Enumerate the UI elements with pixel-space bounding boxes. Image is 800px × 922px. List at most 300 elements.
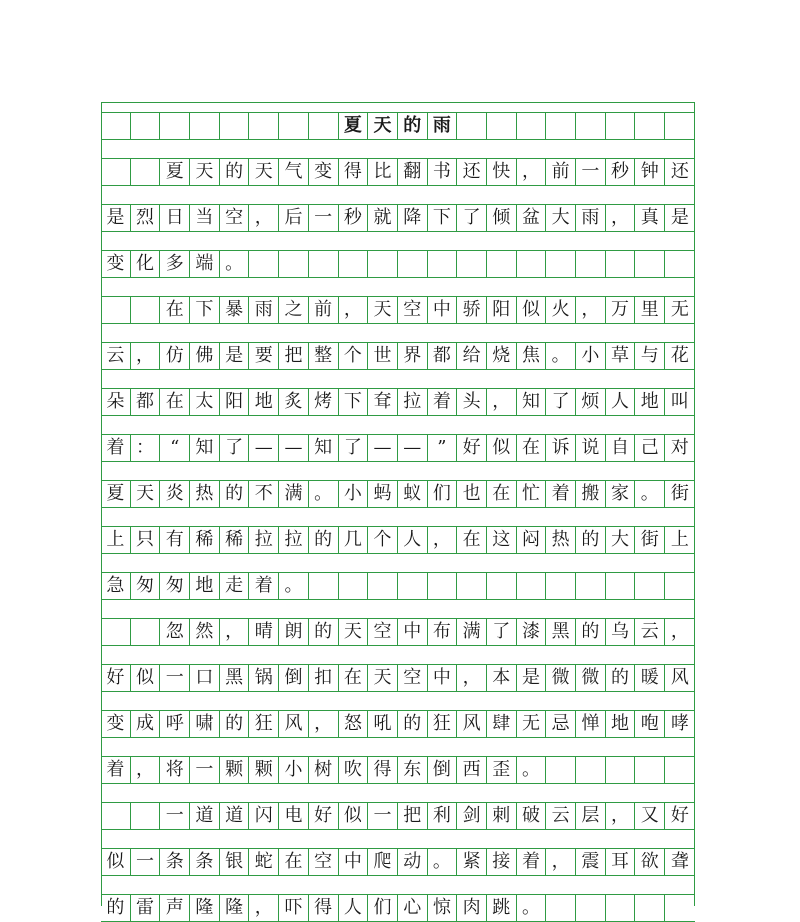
grid-cell: 小	[339, 480, 369, 507]
grid-cell: 似	[131, 664, 161, 691]
grid-cell	[635, 572, 665, 599]
grid-cell	[279, 250, 309, 277]
grid-cell: 歪	[487, 756, 517, 783]
grid-cell: 雷	[131, 894, 161, 921]
grid-cell: 着	[101, 434, 131, 461]
grid-cell: 。	[546, 342, 576, 369]
grid-cell	[635, 250, 665, 277]
grid-cell: 有	[160, 526, 190, 553]
grid-cell	[131, 618, 161, 645]
grid-cell	[339, 572, 369, 599]
grid-cell	[576, 572, 606, 599]
grid-cell: 夏	[101, 480, 131, 507]
grid-cell: 东	[398, 756, 428, 783]
grid-cell: 云	[546, 802, 576, 829]
grid-cell: 肉	[457, 894, 487, 921]
grid-cell	[101, 112, 131, 139]
grid-cell: 倾	[487, 204, 517, 231]
text-row	[101, 710, 695, 737]
grid-line	[101, 599, 695, 600]
grid-cell	[368, 250, 398, 277]
grid-cell: 只	[131, 526, 161, 553]
grid-cell: 满	[457, 618, 487, 645]
grid-cell: 好	[101, 664, 131, 691]
grid-cell: 之	[279, 296, 309, 323]
grid-cell: 着	[101, 756, 131, 783]
grid-cell: 欲	[635, 848, 665, 875]
grid-cell: 又	[635, 802, 665, 829]
grid-cell: 中	[339, 848, 369, 875]
grid-cell: 狂	[428, 710, 458, 737]
grid-cell: 然	[190, 618, 220, 645]
grid-cell: 耷	[368, 388, 398, 415]
grid-cell: 就	[368, 204, 398, 231]
grid-cell: 的	[398, 710, 428, 737]
grid-cell: 。	[517, 894, 547, 921]
grid-line	[101, 783, 695, 784]
grid-cell: 倒	[428, 756, 458, 783]
grid-cell: 变	[101, 250, 131, 277]
grid-cell: 暴	[220, 296, 250, 323]
text-row	[101, 296, 695, 323]
grid-cell	[398, 250, 428, 277]
grid-cell: 闷	[517, 526, 547, 553]
grid-cell: 是	[517, 664, 547, 691]
grid-cell: 。	[309, 480, 339, 507]
grid-cell: 地	[635, 388, 665, 415]
grid-cell: 地	[606, 710, 636, 737]
grid-cell: 狂	[249, 710, 279, 737]
text-row	[101, 250, 695, 277]
grid-line	[101, 185, 695, 186]
grid-cell: 人	[398, 526, 428, 553]
grid-cell	[576, 894, 606, 921]
grid-cell: 得	[368, 756, 398, 783]
grid-cell: 是	[220, 342, 250, 369]
grid-cell: 拉	[398, 388, 428, 415]
grid-cell: 呼	[160, 710, 190, 737]
grid-cell: 。	[279, 572, 309, 599]
grid-cell: 快	[487, 158, 517, 185]
grid-cell: 草	[606, 342, 636, 369]
grid-cell: 黑	[546, 618, 576, 645]
grid-line	[101, 875, 695, 876]
grid-cell: 着	[428, 388, 458, 415]
grid-cell	[546, 250, 576, 277]
grid-cell: 一	[576, 158, 606, 185]
grid-cell: 炙	[279, 388, 309, 415]
grid-cell: 这	[487, 526, 517, 553]
grid-cell	[428, 572, 458, 599]
grid-cell: 条	[160, 848, 190, 875]
grid-cell: 火	[546, 296, 576, 323]
grid-cell: 动	[398, 848, 428, 875]
grid-cell	[368, 572, 398, 599]
grid-cell: 热	[190, 480, 220, 507]
grid-cell: 前	[546, 158, 576, 185]
grid-cell: 惊	[428, 894, 458, 921]
grid-cell: 焦	[517, 342, 547, 369]
grid-cell	[606, 112, 636, 139]
grid-cell: 一	[131, 848, 161, 875]
grid-cell: 肆	[487, 710, 517, 737]
grid-cell	[131, 158, 161, 185]
text-row	[101, 802, 695, 829]
grid-cell: 在	[339, 664, 369, 691]
grid-cell: 微	[576, 664, 606, 691]
grid-cell	[606, 894, 636, 921]
grid-cell: 得	[309, 894, 339, 921]
grid-cell: 的	[220, 158, 250, 185]
grid-cell: 拉	[249, 526, 279, 553]
grid-cell: 地	[249, 388, 279, 415]
grid-cell: 匆	[131, 572, 161, 599]
grid-line	[101, 461, 695, 462]
grid-cell: 下	[339, 388, 369, 415]
grid-cell: 佛	[190, 342, 220, 369]
grid-cell: 当	[190, 204, 220, 231]
grid-cell	[190, 112, 220, 139]
grid-cell: 还	[457, 158, 487, 185]
grid-line	[101, 737, 695, 738]
grid-cell: 倒	[279, 664, 309, 691]
grid-cell: 天	[368, 664, 398, 691]
grid-cell: 惮	[576, 710, 606, 737]
grid-cell: 似	[339, 802, 369, 829]
grid-line	[101, 553, 695, 554]
grid-cell: 似	[487, 434, 517, 461]
grid-cell: 破	[517, 802, 547, 829]
grid-cell: 整	[309, 342, 339, 369]
grid-cell	[546, 572, 576, 599]
grid-cell: ，	[309, 710, 339, 737]
grid-cell: 将	[160, 756, 190, 783]
grid-cell: 银	[220, 848, 250, 875]
grid-cell: 空	[398, 296, 428, 323]
grid-cell: 吼	[368, 710, 398, 737]
grid-cell: ，	[670, 620, 689, 642]
grid-line	[101, 415, 695, 416]
grid-cell: 似	[517, 296, 547, 323]
grid-cell: 空	[398, 664, 428, 691]
grid-cell: ，	[428, 526, 458, 553]
grid-cell: 哮	[670, 712, 689, 734]
grid-cell: ，	[457, 664, 487, 691]
grid-cell: —	[279, 434, 309, 461]
grid-cell: 天	[368, 296, 398, 323]
grid-line	[101, 139, 695, 140]
grid-cell: 云	[101, 342, 131, 369]
grid-cell: 的	[309, 618, 339, 645]
grid-cell: 的	[220, 710, 250, 737]
text-row	[101, 204, 695, 231]
grid-cell: 阳	[220, 388, 250, 415]
grid-cell: 日	[160, 204, 190, 231]
grid-cell: 地	[190, 572, 220, 599]
grid-cell: 了	[487, 618, 517, 645]
grid-line	[101, 323, 695, 324]
grid-cell: 烧	[487, 342, 517, 369]
grid-cell: 布	[428, 618, 458, 645]
grid-cell: 朗	[279, 618, 309, 645]
grid-cell: 秒	[339, 204, 369, 231]
grid-cell: 啸	[190, 710, 220, 737]
grid-cell: 风	[457, 710, 487, 737]
grid-cell: 层	[576, 802, 606, 829]
grid-cell	[606, 250, 636, 277]
grid-cell: 上	[101, 526, 131, 553]
grid-cell: “	[160, 434, 190, 461]
text-row	[101, 618, 695, 645]
grid-cell	[101, 618, 131, 645]
grid-cell	[101, 296, 131, 323]
grid-cell: 是	[670, 206, 689, 228]
grid-cell	[546, 894, 576, 921]
grid-cell: ，	[487, 388, 517, 415]
grid-cell: ，	[249, 204, 279, 231]
grid-line	[101, 369, 695, 370]
grid-cell: 漆	[517, 618, 547, 645]
grid-cell: 震	[576, 848, 606, 875]
grid-cell: 咆	[635, 710, 665, 737]
grid-cell: 真	[635, 204, 665, 231]
grid-cell	[101, 158, 131, 185]
grid-cell: 拉	[279, 526, 309, 553]
grid-cell: 在	[487, 480, 517, 507]
grid-cell	[279, 112, 309, 139]
grid-cell: 秒	[606, 158, 636, 185]
grid-cell: 空	[368, 618, 398, 645]
grid-cell: 己	[635, 434, 665, 461]
grid-cell	[576, 112, 606, 139]
grid-cell: 夏	[160, 158, 190, 185]
grid-cell	[428, 250, 458, 277]
grid-cell: 里	[635, 296, 665, 323]
grid-cell: 着	[249, 572, 279, 599]
grid-cell: ，	[576, 296, 606, 323]
grid-cell	[606, 756, 636, 783]
grid-cell: 无	[517, 710, 547, 737]
grid-cell: ：	[131, 434, 161, 461]
grid-cell: 变	[101, 710, 131, 737]
grid-cell: 的	[576, 526, 606, 553]
grid-cell: 似	[101, 848, 131, 875]
grid-cell	[131, 802, 161, 829]
grid-cell: ，	[339, 296, 369, 323]
grid-cell: 了	[457, 204, 487, 231]
grid-cell: 好	[309, 802, 339, 829]
grid-cell: ”	[428, 434, 458, 461]
grid-cell: 知	[517, 388, 547, 415]
grid-cell: 心	[398, 894, 428, 921]
grid-cell	[665, 250, 695, 277]
grid-cell: 个	[339, 342, 369, 369]
grid-cell: 口	[190, 664, 220, 691]
grid-cell	[249, 250, 279, 277]
grid-cell: 电	[279, 802, 309, 829]
grid-cell: 人	[606, 388, 636, 415]
grid-cell: 乌	[606, 618, 636, 645]
grid-cell: 无	[670, 298, 689, 320]
grid-cell: 耳	[606, 848, 636, 875]
grid-cell: 们	[428, 480, 458, 507]
grid-cell: 稀	[220, 526, 250, 553]
grid-cell: 颗	[220, 756, 250, 783]
grid-cell	[665, 894, 695, 921]
grid-cell: 们	[368, 894, 398, 921]
grid-cell: 跳	[487, 894, 517, 921]
grid-cell: ，	[606, 204, 636, 231]
grid-cell: 的	[309, 526, 339, 553]
grid-cell: 朵	[101, 388, 131, 415]
grid-cell: 空	[309, 848, 339, 875]
grid-cell: 街	[635, 526, 665, 553]
grid-cell: 盆	[517, 204, 547, 231]
grid-cell: 匆	[160, 572, 190, 599]
grid-cell: 都	[428, 342, 458, 369]
grid-cell: 蛇	[249, 848, 279, 875]
grid-cell: 的	[220, 480, 250, 507]
grid-cell: 天	[368, 112, 398, 139]
text-row	[101, 434, 695, 461]
grid-cell: 在	[517, 434, 547, 461]
grid-cell: —	[368, 434, 398, 461]
grid-cell: 也	[457, 480, 487, 507]
grid-line	[101, 231, 695, 232]
grid-cell	[487, 572, 517, 599]
grid-cell: 晴	[249, 618, 279, 645]
grid-cell: 。	[517, 756, 547, 783]
grid-cell: 蚁	[398, 480, 428, 507]
grid-cell: 天	[190, 158, 220, 185]
grid-cell	[517, 250, 547, 277]
grid-cell	[517, 112, 547, 139]
grid-cell: 扣	[309, 664, 339, 691]
grid-cell: 世	[368, 342, 398, 369]
grid-cell: 暖	[635, 664, 665, 691]
grid-cell: 忽	[160, 618, 190, 645]
grid-cell: 叫	[670, 390, 689, 412]
grid-cell: 天	[131, 480, 161, 507]
text-row	[101, 480, 695, 507]
grid-cell	[517, 572, 547, 599]
grid-cell: 与	[635, 342, 665, 369]
grid-cell: 天	[249, 158, 279, 185]
grid-cell: 说	[576, 434, 606, 461]
grid-cell	[457, 572, 487, 599]
grid-cell: 忙	[517, 480, 547, 507]
grid-cell: ，	[220, 618, 250, 645]
grid-cell: 西	[457, 756, 487, 783]
grid-cell: 烤	[309, 388, 339, 415]
text-row	[101, 848, 695, 875]
grid-cell: 着	[546, 480, 576, 507]
grid-cell	[665, 756, 695, 783]
grid-cell	[101, 802, 131, 829]
title-row	[101, 112, 695, 139]
grid-cell: 树	[309, 756, 339, 783]
grid-cell: 知	[309, 434, 339, 461]
grid-cell	[309, 250, 339, 277]
grid-cell: 上	[670, 528, 689, 550]
grid-cell: 烦	[576, 388, 606, 415]
grid-cell: 知	[190, 434, 220, 461]
grid-cell: 。	[428, 848, 458, 875]
text-row	[101, 756, 695, 783]
grid-cell	[398, 572, 428, 599]
grid-cell	[576, 250, 606, 277]
grid-cell: 风	[279, 710, 309, 737]
grid-cell	[606, 572, 636, 599]
grid-cell: 气	[279, 158, 309, 185]
grid-cell	[220, 112, 250, 139]
grid-cell: 了	[220, 434, 250, 461]
grid-cell	[309, 112, 339, 139]
grid-line	[101, 645, 695, 646]
text-row	[101, 664, 695, 691]
grid-cell: 满	[279, 480, 309, 507]
grid-cell: 。	[220, 250, 250, 277]
grid-cell: 在	[457, 526, 487, 553]
grid-cell: 阳	[487, 296, 517, 323]
grid-cell: 锅	[249, 664, 279, 691]
grid-cell: 云	[635, 618, 665, 645]
grid-cell: 给	[457, 342, 487, 369]
text-row	[101, 388, 695, 415]
grid-cell: 刺	[487, 802, 517, 829]
grid-cell: 对	[670, 436, 689, 458]
grid-cell: 接	[487, 848, 517, 875]
grid-cell	[487, 112, 517, 139]
grid-cell: 花	[670, 344, 689, 366]
text-row	[101, 158, 695, 185]
grid-cell: 后	[279, 204, 309, 231]
grid-cell	[487, 250, 517, 277]
grid-cell: 吓	[279, 894, 309, 921]
grid-cell	[546, 112, 576, 139]
grid-cell: 热	[546, 526, 576, 553]
grid-cell: ，	[131, 342, 161, 369]
grid-cell: 成	[131, 710, 161, 737]
grid-cell: 书	[428, 158, 458, 185]
grid-cell: 一	[160, 802, 190, 829]
grid-cell: 了	[546, 388, 576, 415]
grid-cell: 利	[428, 802, 458, 829]
grid-line	[101, 507, 695, 508]
grid-cell: 在	[160, 388, 190, 415]
grid-cell: 剑	[457, 802, 487, 829]
grid-cell	[457, 250, 487, 277]
grid-cell	[309, 572, 339, 599]
grid-cell: 的	[576, 618, 606, 645]
grid-cell: ，	[249, 894, 279, 921]
grid-cell: 个	[368, 526, 398, 553]
grid-cell: 变	[309, 158, 339, 185]
grid-cell: 自	[606, 434, 636, 461]
grid-cell: 夏	[339, 112, 369, 139]
grid-cell: 前	[309, 296, 339, 323]
grid-cell: 走	[220, 572, 250, 599]
grid-cell: 隆	[220, 894, 250, 921]
grid-cell: 声	[160, 894, 190, 921]
grid-cell: 一	[368, 802, 398, 829]
grid-cell: 雨	[428, 112, 458, 139]
grid-cell: 小	[576, 342, 606, 369]
grid-cell: 端	[190, 250, 220, 277]
grid-cell: 本	[487, 664, 517, 691]
grid-cell: 降	[398, 204, 428, 231]
grid-cell: 中	[428, 664, 458, 691]
